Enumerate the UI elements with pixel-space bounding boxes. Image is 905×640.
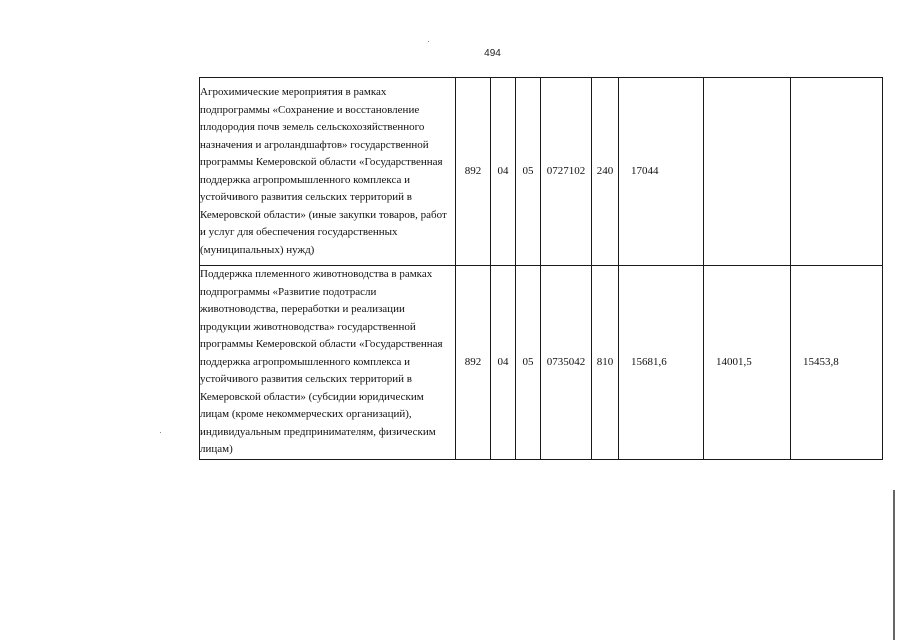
scan-edge-line	[893, 490, 895, 640]
scan-mark-top	[428, 41, 429, 42]
target-article-code: 0727102	[541, 78, 592, 266]
budget-table	[199, 77, 883, 460]
row-description: Агрохимические мероприятия в рамках подпрограммы «Сохранение и восстановление плодородия почв земель сельскохозяйственного назначения и агроландшафтов» государственной программы Кемеровской области «Государственная поддержка агропромышленного комплекса и устойчивого развития сельских территорий в Кемеровской области» (иные закупки товаров, работ и услуг для обеспечения государственных (муниципальных) нужд)	[200, 78, 456, 266]
section-code: 04	[491, 266, 516, 460]
ministry-code: 892	[456, 78, 491, 266]
row-description: Поддержка племенного животноводства в рамках подпрограммы «Развитие подотрасли животноводства, переработки и реализации продукции животноводства» государственной программы Кемеровской области «Государственная поддержка агропромышленного комплекса и устойчивого развития сельских территорий в Кемеровской области» (субсидии юридическим лицам (кроме некоммерческих организаций), индивидуальным предпринимателям, физическим лицам)	[200, 266, 456, 460]
amount-year-2: 14001,5	[704, 266, 791, 460]
amount-year-1: 17044	[619, 78, 704, 266]
amount-year-3	[791, 78, 883, 266]
target-article-code: 0735042	[541, 266, 592, 460]
amount-year-3: 15453,8	[791, 266, 883, 460]
amount-year-2	[704, 78, 791, 266]
scan-mark-left	[160, 432, 161, 433]
page-number: 494	[484, 48, 501, 59]
ministry-code: 892	[456, 266, 491, 460]
section-code: 04	[491, 78, 516, 266]
subsection-code: 05	[516, 266, 541, 460]
expense-type-code: 810	[592, 266, 619, 460]
amount-year-1: 15681,6	[619, 266, 704, 460]
subsection-code: 05	[516, 78, 541, 266]
expense-type-code: 240	[592, 78, 619, 266]
table-row	[200, 266, 883, 460]
table-row	[200, 78, 883, 266]
